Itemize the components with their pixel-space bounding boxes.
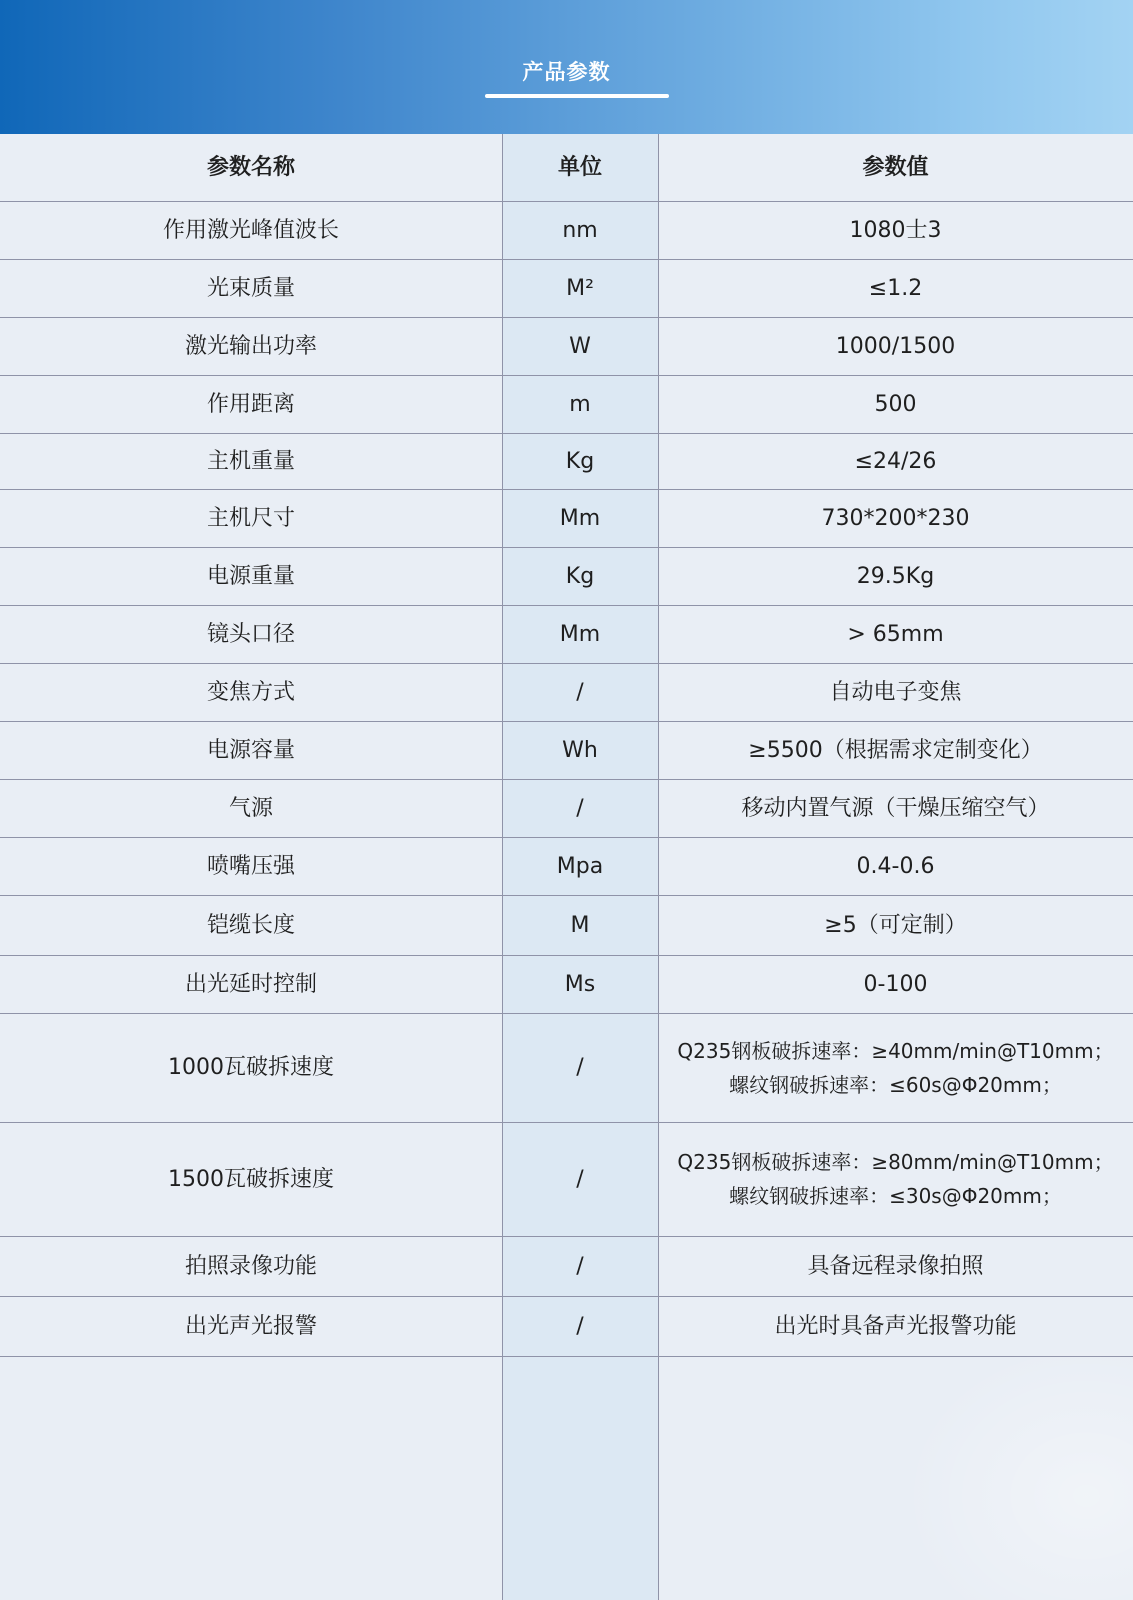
param-value: 移动内置气源（干燥压缩空气） xyxy=(741,795,1050,821)
param-value: 出光时具备声光报警功能 xyxy=(774,1313,1017,1339)
param-name: 作用激光峰值波长 xyxy=(162,217,339,243)
param-value-line: Q235钢板破拆速率：≥40mm/min@T10mm； xyxy=(677,1038,1114,1063)
param-name: 1500瓦破拆速度 xyxy=(168,1166,334,1192)
param-unit: / xyxy=(576,1313,584,1339)
title-underline xyxy=(485,94,669,98)
header-banner xyxy=(0,0,1133,134)
column-header: 参数名称 xyxy=(206,155,295,180)
param-value-line: 螺纹钢破拆速率：≤30s@Φ20mm； xyxy=(729,1184,1062,1208)
param-value: 0-100 xyxy=(863,971,928,997)
param-unit: Mm xyxy=(559,621,601,647)
param-name: 变焦方式 xyxy=(206,679,295,705)
param-unit: / xyxy=(576,1166,584,1192)
param-value: 1000/1500 xyxy=(835,333,956,359)
param-name: 出光延时控制 xyxy=(184,971,317,997)
param-unit: Mm xyxy=(559,505,601,531)
param-value: 500 xyxy=(874,391,917,417)
param-name: 激光输出功率 xyxy=(184,333,317,359)
param-value: 0.4-0.6 xyxy=(856,853,935,879)
param-name: 拍照录像功能 xyxy=(184,1253,317,1279)
param-unit: nm xyxy=(562,217,598,243)
param-value: 730*200*230 xyxy=(821,505,970,531)
param-unit: Mpa xyxy=(556,853,604,879)
param-value: > 65mm xyxy=(847,621,944,647)
param-unit: / xyxy=(576,1253,584,1279)
param-value: 29.5Kg xyxy=(856,563,935,589)
param-unit: M xyxy=(570,912,590,938)
param-name: 光束质量 xyxy=(206,275,295,301)
param-unit: / xyxy=(576,1055,584,1080)
param-unit: m xyxy=(569,391,591,417)
param-value: ≤24/26 xyxy=(854,448,937,474)
param-value: 1080士3 xyxy=(849,217,942,243)
param-unit: Ms xyxy=(564,971,596,997)
param-value: 具备远程录像拍照 xyxy=(807,1253,984,1279)
param-name: 主机尺寸 xyxy=(206,505,295,531)
param-unit: Wh xyxy=(562,737,598,763)
param-name: 电源容量 xyxy=(206,737,295,763)
param-name: 喷嘴压强 xyxy=(206,853,295,879)
param-value-line: 螺纹钢破拆速率：≤60s@Φ20mm； xyxy=(729,1072,1062,1097)
column-header: 单位 xyxy=(557,155,602,180)
param-name: 主机重量 xyxy=(206,448,295,474)
param-value: 自动电子变焦 xyxy=(829,679,962,705)
param-value xyxy=(658,1013,1133,1122)
param-value xyxy=(658,1122,1133,1236)
param-unit: M² xyxy=(566,275,594,301)
param-unit: W xyxy=(569,333,591,359)
param-name: 1000瓦破拆速度 xyxy=(168,1055,334,1080)
param-name: 镜头口径 xyxy=(206,621,295,647)
param-name: 出光声光报警 xyxy=(184,1313,317,1339)
param-value: ≤1.2 xyxy=(868,275,923,301)
param-name: 铠缆长度 xyxy=(206,912,295,938)
param-unit: Kg xyxy=(565,563,595,589)
page-title: 产品参数 xyxy=(522,60,611,84)
param-value-line: Q235钢板破拆速率：≥80mm/min@T10mm； xyxy=(677,1150,1114,1174)
param-unit: Kg xyxy=(565,448,595,474)
param-value: ≥5（可定制） xyxy=(824,912,967,938)
decorative-glow xyxy=(900,1340,1133,1600)
param-unit: / xyxy=(576,679,584,705)
param-name: 气源 xyxy=(228,795,273,821)
param-name: 作用距离 xyxy=(206,391,295,417)
column-header: 参数值 xyxy=(862,155,929,180)
param-value: ≥5500（根据需求定制变化） xyxy=(748,737,1043,763)
param-unit: / xyxy=(576,795,584,821)
param-name: 电源重量 xyxy=(206,563,295,589)
